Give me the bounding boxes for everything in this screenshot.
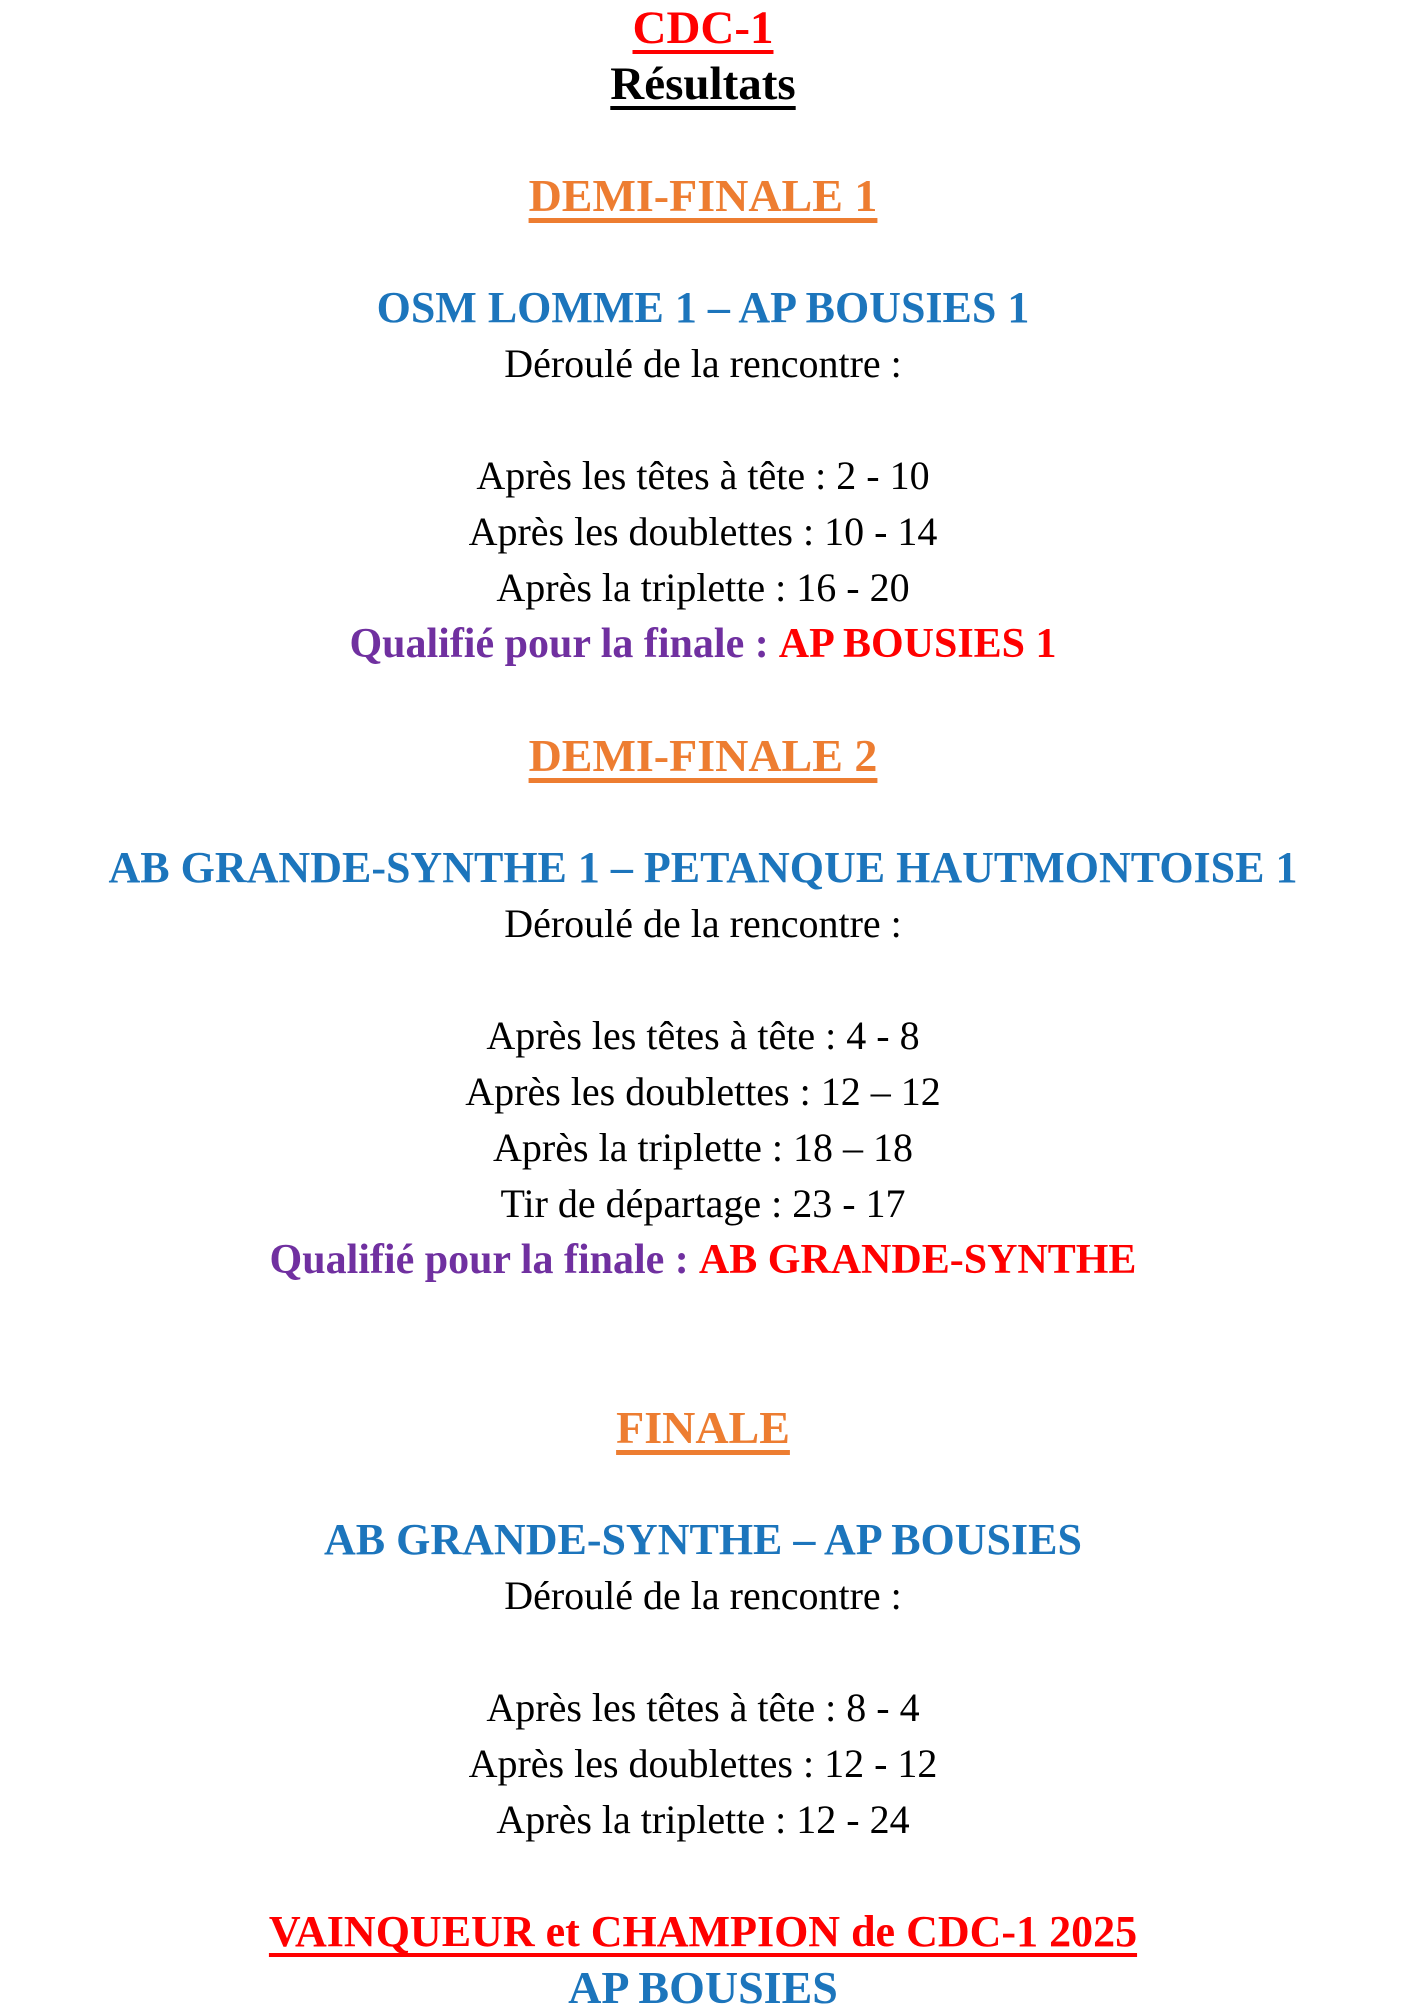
- spacer: [0, 112, 1406, 168]
- page-title: CDC-1: [632, 2, 774, 54]
- spacer: [0, 952, 1406, 1008]
- section-heading-demi-finale-2: DEMI-FINALE 2: [528, 730, 878, 781]
- result-line-doublettes-1: Après les doublettes : 10 - 14: [468, 509, 938, 554]
- qualified-line-demi-finale-1: [0, 616, 1406, 672]
- result-line-triplette-1: Après la triplette : 16 - 20: [496, 565, 910, 610]
- spacer: [0, 1288, 1406, 1344]
- section-heading-finale: FINALE: [616, 1402, 790, 1453]
- intro-line-demi-finale-2: Déroulé de la rencontre :: [504, 901, 902, 946]
- result-line-triplette-2: Après la triplette : 18 – 18: [493, 1125, 913, 1170]
- qualified-team: AP BOUSIES 1: [778, 621, 1057, 667]
- champion-team: AP BOUSIES: [568, 1962, 838, 2013]
- result-line-tetes-1: Après les têtes à tête : 2 - 10: [476, 453, 930, 498]
- result-line-doublettes-2: Après les doublettes : 12 – 12: [465, 1069, 941, 1114]
- page-subtitle: Résultats: [610, 58, 796, 110]
- intro-line-demi-finale-1: Déroulé de la rencontre :: [504, 341, 902, 386]
- spacer: [0, 1848, 1406, 1904]
- qualified-label: Qualifié pour la finale :: [349, 621, 769, 667]
- spacer: [0, 672, 1406, 728]
- result-line-tetes-2: Après les têtes à tête : 4 - 8: [486, 1013, 920, 1058]
- intro-line-finale: Déroulé de la rencontre :: [504, 1573, 902, 1618]
- matchup-demi-finale-1: OSM LOMME 1 – AP BOUSIES 1: [376, 283, 1030, 332]
- matchup-finale: AB GRANDE-SYNTHE – AP BOUSIES: [324, 1515, 1082, 1564]
- result-line-triplette-finale: Après la triplette : 12 - 24: [496, 1797, 910, 1842]
- result-line-tetes-finale: Après les têtes à tête : 8 - 4: [486, 1685, 920, 1730]
- result-line-tir-departage-2: Tir de départage : 23 - 17: [500, 1181, 906, 1226]
- matchup-demi-finale-2: AB GRANDE-SYNTHE 1 – PETANQUE HAUTMONTOISE 1: [108, 843, 1298, 892]
- spacer: [0, 1624, 1406, 1680]
- qualified-team: AB GRANDE-SYNTHE: [698, 1237, 1137, 1283]
- spacer: [0, 1456, 1406, 1512]
- spacer: [0, 392, 1406, 448]
- result-line-doublettes-finale: Après les doublettes : 12 - 12: [468, 1741, 938, 1786]
- spacer: [0, 784, 1406, 840]
- section-heading-demi-finale-1: DEMI-FINALE 1: [528, 170, 878, 221]
- champion-title: VAINQUEUR et CHAMPION de CDC-1 2025: [268, 1907, 1138, 1956]
- spacer: [0, 224, 1406, 280]
- qualified-label: Qualifié pour la finale :: [269, 1237, 689, 1283]
- qualified-line-demi-finale-2: [0, 1232, 1406, 1288]
- spacer: [0, 1344, 1406, 1400]
